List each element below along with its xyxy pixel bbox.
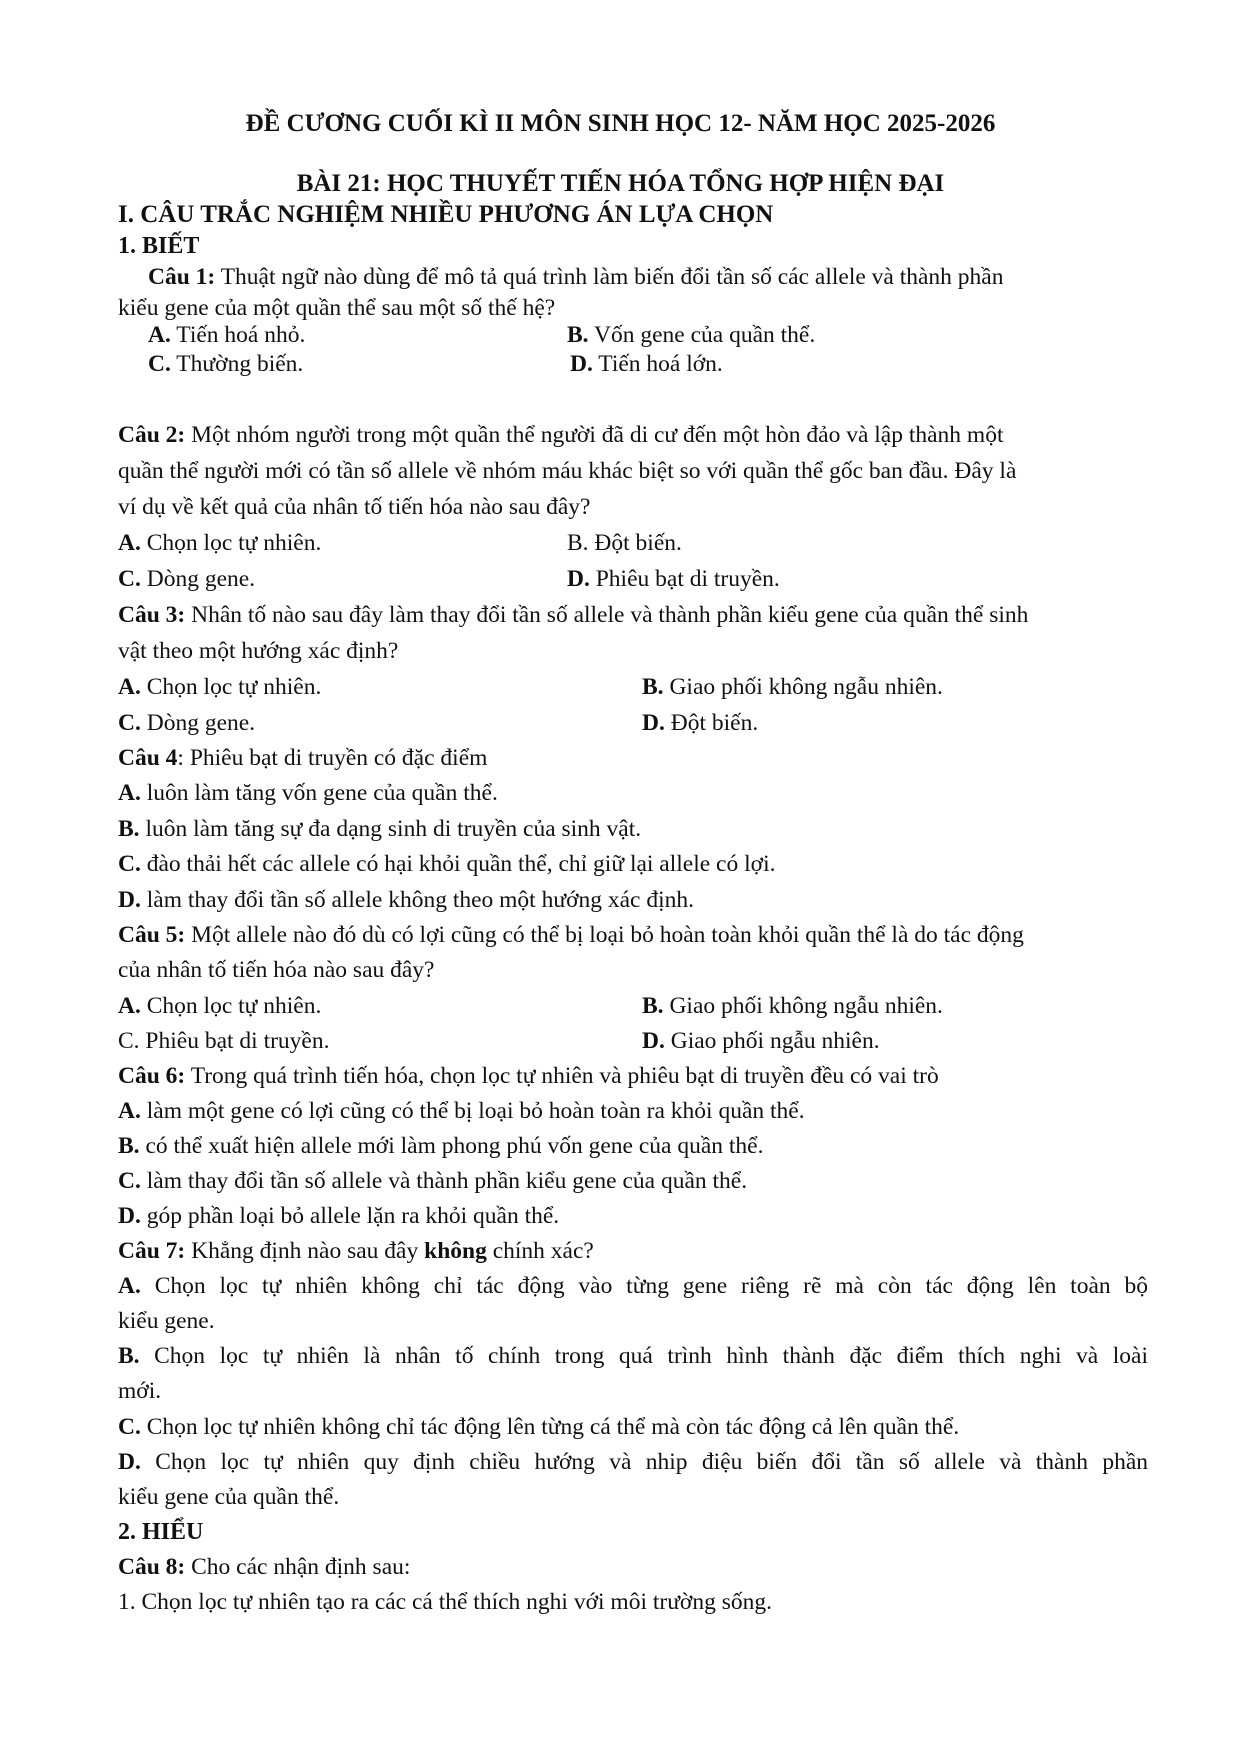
option-key: C. — [148, 351, 171, 377]
option-c — [148, 349, 303, 379]
question-text: Nhân tố nào sau đây làm thay đổi tần số allele và thành phần kiểu gene của quần thể sinh — [185, 602, 1029, 628]
option-b — [567, 320, 815, 350]
option-b-cont: mới. — [118, 1378, 162, 1404]
option-key: B. — [118, 1133, 140, 1159]
question-text: chính xác? — [486, 1238, 594, 1264]
option-b — [118, 1341, 1148, 1371]
option-d — [118, 1201, 1148, 1231]
option-text: làm một gene có lợi cũng có thể bị loại bỏ hoàn toàn ra khỏi quần thể. — [140, 1098, 805, 1124]
option-key: C. — [118, 851, 141, 877]
option-text: Chọn lọc tự nhiên quy định chiều hướng và nhip điệu biến đổi tần số allele và thành phần — [140, 1449, 1148, 1475]
lesson-heading: BÀI 21: HỌC THUYẾT TIẾN HÓA TỔNG HỢP HIỆN ĐẠI — [296, 170, 945, 197]
option-text: đào thải hết các allele có hại khỏi quần thể, chỉ giữ lại allele có lợi. — [140, 851, 776, 877]
question-label: Câu 7: — [118, 1238, 186, 1264]
option-key: C. — [118, 1414, 141, 1440]
option-text: Chọn lọc tự nhiên. — [140, 530, 322, 556]
option-c — [118, 1166, 1148, 1196]
option-key: D. — [567, 566, 590, 592]
option-d — [642, 708, 758, 738]
option-text: Vốn gene của quần thể. — [588, 322, 816, 348]
option-a — [118, 778, 1148, 808]
question-label: Câu 6: — [118, 1063, 186, 1089]
question-label: Câu 1: — [148, 264, 216, 290]
question-text: Một allele nào đó dù có lợi cũng có thể bị loại bỏ hoàn toàn khỏi quần thể là do tác động — [185, 922, 1024, 948]
question-2 — [118, 420, 1148, 450]
option-a-cont: kiểu gene. — [118, 1308, 215, 1334]
option-text: luôn làm tăng sự đa dạng sinh di truyền của sinh vật. — [139, 816, 642, 842]
option-d — [118, 885, 1148, 915]
question-7 — [118, 1236, 1148, 1266]
option-key: B. — [642, 674, 664, 700]
question-text: Một nhóm người trong một quần thể người đã di cư đến một hòn đảo và lập thành một — [185, 422, 1004, 448]
option-text: Chọn lọc tự nhiên là nhân tố chính trong quá trình hình thành đặc điểm thích nghi và loài — [139, 1343, 1148, 1369]
option-key: A. — [118, 1098, 141, 1124]
option-text: Giao phối ngẫu nhiên. — [664, 1028, 880, 1054]
option-text: Giao phối không ngẫu nhiên. — [663, 674, 943, 700]
question-1 — [148, 262, 1148, 292]
option-key: D. — [642, 1028, 665, 1054]
option-key: B. — [118, 1343, 140, 1369]
option-b: B. Đột biến. — [567, 530, 682, 556]
option-text: Tiến hoá nhỏ. — [170, 322, 306, 348]
option-b — [118, 1131, 1148, 1161]
question-text: Khẳng định nào sau đây — [185, 1238, 425, 1264]
question-text-cont: ví dụ về kết quả của nhân tố tiến hóa nào sau đây? — [118, 494, 591, 520]
question-4 — [118, 743, 1148, 773]
option-text: Tiến hoá lớn. — [592, 351, 723, 377]
option-d-cont: kiểu gene của quần thể. — [118, 1484, 340, 1510]
level-heading-hieu: 2. HIỂU — [118, 1519, 204, 1545]
document-title: ĐỀ CƯƠNG CUỐI KÌ II MÔN SINH HỌC 12- NĂM HỌC 2025-2026 — [245, 110, 996, 137]
question-text: Thuật ngữ nào dùng để mô tả quá trình làm biến đổi tần số các allele và thành phần — [215, 264, 1004, 290]
option-text: Đột biến. — [664, 710, 759, 736]
question-emphasis: không — [424, 1238, 487, 1264]
option-text: Chọn lọc tự nhiên. — [140, 674, 322, 700]
question-label: Câu 5: — [118, 922, 186, 948]
option-text: làm thay đổi tần số allele không theo một hướng xác định. — [140, 887, 695, 913]
option-text: Chọn lọc tự nhiên không chỉ tác động vào từng gene riêng rẽ mà còn tác động lên toàn bộ — [140, 1273, 1148, 1299]
option-key: B. — [118, 816, 140, 842]
question-text: : Phiêu bạt di truyền có đặc điểm — [177, 745, 488, 771]
option-key: C. — [118, 710, 141, 736]
option-key: B. — [567, 322, 589, 348]
option-key: A. — [148, 322, 171, 348]
option-d — [118, 1447, 1148, 1477]
option-key: A. — [118, 780, 141, 806]
level-heading-biet: 1. BIẾT — [118, 233, 200, 259]
option-text: Thường biến. — [170, 351, 304, 377]
option-key: D. — [642, 710, 665, 736]
option-c — [118, 564, 255, 594]
question-text-cont: của nhân tố tiến hóa nào sau đây? — [118, 957, 435, 983]
option-a — [118, 1271, 1148, 1301]
option-key: D. — [118, 887, 141, 913]
option-key: C. — [118, 1168, 141, 1194]
option-b — [642, 672, 943, 702]
option-b — [118, 814, 1148, 844]
option-key: A. — [118, 674, 141, 700]
option-key: D. — [118, 1449, 141, 1475]
option-key: B. — [642, 993, 664, 1019]
option-text: Giao phối không ngẫu nhiên. — [663, 993, 943, 1019]
question-label: Câu 8: — [118, 1554, 186, 1580]
question-8 — [118, 1552, 1148, 1582]
option-key: A. — [118, 1273, 141, 1299]
option-c — [118, 1412, 1148, 1442]
option-key: A. — [118, 530, 141, 556]
question-text-cont: kiểu gene của một quần thể sau một số thế hệ? — [118, 295, 556, 321]
option-text: Chọn lọc tự nhiên. — [140, 993, 322, 1019]
option-text: luôn làm tăng vốn gene của quần thể. — [140, 780, 498, 806]
option-d — [642, 1026, 880, 1056]
question-label: Câu 2: — [118, 422, 186, 448]
option-text: có thể xuất hiện allele mới làm phong phú vốn gene của quần thể. — [139, 1133, 764, 1159]
question-5 — [118, 920, 1148, 950]
option-a — [118, 991, 321, 1021]
option-a — [148, 320, 305, 350]
option-c: C. Phiêu bạt di truyền. — [118, 1028, 330, 1054]
option-text: Dòng gene. — [140, 710, 256, 736]
option-key: D. — [118, 1203, 141, 1229]
option-text: góp phần loại bỏ allele lặn ra khỏi quần thể. — [140, 1203, 560, 1229]
option-c — [118, 708, 255, 738]
option-a — [118, 528, 321, 558]
question-6 — [118, 1061, 1148, 1091]
question-text: Cho các nhận định sau: — [185, 1554, 411, 1580]
option-d — [570, 349, 723, 379]
option-a — [118, 672, 321, 702]
option-key: A. — [118, 993, 141, 1019]
statement-item: 1. Chọn lọc tự nhiên tạo ra các cá thể thích nghi với môi trường sống. — [118, 1589, 773, 1615]
option-b — [642, 991, 943, 1021]
option-a — [118, 1096, 1148, 1126]
question-label: Câu 4 — [118, 745, 178, 771]
section-heading: I. CÂU TRẮC NGHIỆM NHIỀU PHƯƠNG ÁN LỰA CHỌN — [118, 201, 774, 228]
question-3 — [118, 600, 1148, 630]
option-d — [567, 564, 780, 594]
question-text-cont: quần thể người mới có tần số allele về nhóm máu khác biệt so với quần thể gốc ban đầu. Đây là — [118, 458, 1017, 484]
option-text: Dòng gene. — [140, 566, 256, 592]
option-text: Phiêu bạt di truyền. — [589, 566, 780, 592]
question-text-cont: vật theo một hướng xác định? — [118, 638, 399, 664]
option-key: D. — [570, 351, 593, 377]
option-text: Chọn lọc tự nhiên không chỉ tác động lên từng cá thể mà còn tác động cả lên quần thể. — [140, 1414, 960, 1440]
option-key: C. — [118, 566, 141, 592]
option-c — [118, 849, 1148, 879]
option-text: làm thay đổi tần số allele và thành phần kiểu gene của quần thể. — [140, 1168, 748, 1194]
question-text: Trong quá trình tiến hóa, chọn lọc tự nhiên và phiêu bạt di truyền đều có vai trò — [185, 1063, 939, 1089]
question-label: Câu 3: — [118, 602, 186, 628]
